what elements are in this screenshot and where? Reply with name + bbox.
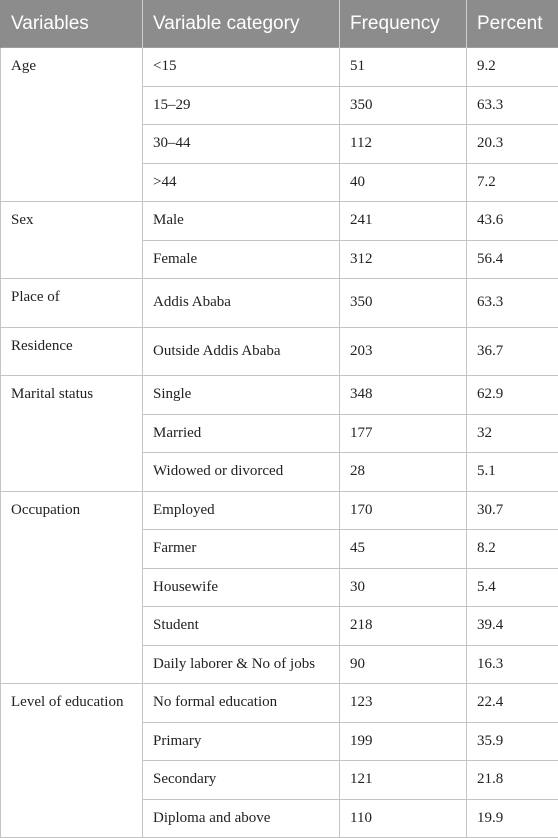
frequency-cell: 218 [340, 607, 467, 646]
percent-cell: 32 [467, 414, 558, 453]
percent-cell: 21.8 [467, 761, 558, 800]
frequency-cell: 90 [340, 645, 467, 684]
table-row [1, 376, 558, 415]
frequency-cell: 350 [340, 86, 467, 125]
percent-cell: 7.2 [467, 163, 558, 202]
percent-cell: 63.3 [467, 86, 558, 125]
percent-cell: 56.4 [467, 240, 558, 279]
category-cell: Married [143, 414, 340, 453]
percent-cell: 62.9 [467, 376, 558, 415]
percent-cell: 20.3 [467, 125, 558, 164]
frequency-cell: 110 [340, 799, 467, 838]
category-cell: Widowed or divorced [143, 453, 340, 492]
frequency-cell: 45 [340, 530, 467, 569]
frequency-cell: 28 [340, 453, 467, 492]
category-cell: Housewife [143, 568, 340, 607]
table-row [1, 327, 558, 376]
variable-cell: Marital status [1, 376, 143, 492]
category-cell: >44 [143, 163, 340, 202]
category-cell: Primary [143, 722, 340, 761]
variable-cell: Residence [1, 327, 143, 376]
category-cell: Daily laborer & No of jobs [143, 645, 340, 684]
percent-cell: 8.2 [467, 530, 558, 569]
category-cell: 15–29 [143, 86, 340, 125]
table-row [1, 491, 558, 530]
category-cell: Outside Addis Ababa [143, 327, 340, 376]
frequency-cell: 121 [340, 761, 467, 800]
header-row [1, 0, 558, 48]
category-cell: No formal education [143, 684, 340, 723]
header-frequency: Frequency [340, 0, 467, 48]
category-cell: Student [143, 607, 340, 646]
variable-cell: Occupation [1, 491, 143, 684]
category-cell: Farmer [143, 530, 340, 569]
category-cell: Addis Ababa [143, 279, 340, 328]
frequency-cell: 51 [340, 48, 467, 87]
table-body [1, 48, 558, 838]
frequency-cell: 30 [340, 568, 467, 607]
table-row [1, 48, 558, 87]
frequency-cell: 40 [340, 163, 467, 202]
variable-cell: Place of [1, 279, 143, 328]
percent-cell: 43.6 [467, 202, 558, 241]
percent-cell: 63.3 [467, 279, 558, 328]
percent-cell: 19.9 [467, 799, 558, 838]
category-cell: Female [143, 240, 340, 279]
frequency-cell: 177 [340, 414, 467, 453]
table-row [1, 279, 558, 328]
percent-cell: 16.3 [467, 645, 558, 684]
percent-cell: 36.7 [467, 327, 558, 376]
table-header [1, 0, 558, 48]
header-percent: Percent [467, 0, 558, 48]
variable-cell: Age [1, 48, 143, 202]
frequency-cell: 170 [340, 491, 467, 530]
header-variables: Variables [1, 0, 143, 48]
category-cell: Secondary [143, 761, 340, 800]
percent-cell: 5.4 [467, 568, 558, 607]
percent-cell: 35.9 [467, 722, 558, 761]
percent-cell: 5.1 [467, 453, 558, 492]
category-cell: Male [143, 202, 340, 241]
frequency-cell: 203 [340, 327, 467, 376]
percent-cell: 9.2 [467, 48, 558, 87]
percent-cell: 30.7 [467, 491, 558, 530]
variable-cell: Sex [1, 202, 143, 279]
variable-cell: Level of education [1, 684, 143, 838]
category-cell: 30–44 [143, 125, 340, 164]
percent-cell: 39.4 [467, 607, 558, 646]
frequency-cell: 348 [340, 376, 467, 415]
frequency-cell: 312 [340, 240, 467, 279]
header-variable-category: Variable category [143, 0, 340, 48]
table-row [1, 202, 558, 241]
category-cell: Employed [143, 491, 340, 530]
frequency-cell: 112 [340, 125, 467, 164]
category-cell: Diploma and above [143, 799, 340, 838]
frequency-cell: 241 [340, 202, 467, 241]
frequency-cell: 350 [340, 279, 467, 328]
category-cell: <15 [143, 48, 340, 87]
frequency-cell: 199 [340, 722, 467, 761]
table-row [1, 684, 558, 723]
category-cell: Single [143, 376, 340, 415]
frequency-cell: 123 [340, 684, 467, 723]
percent-cell: 22.4 [467, 684, 558, 723]
